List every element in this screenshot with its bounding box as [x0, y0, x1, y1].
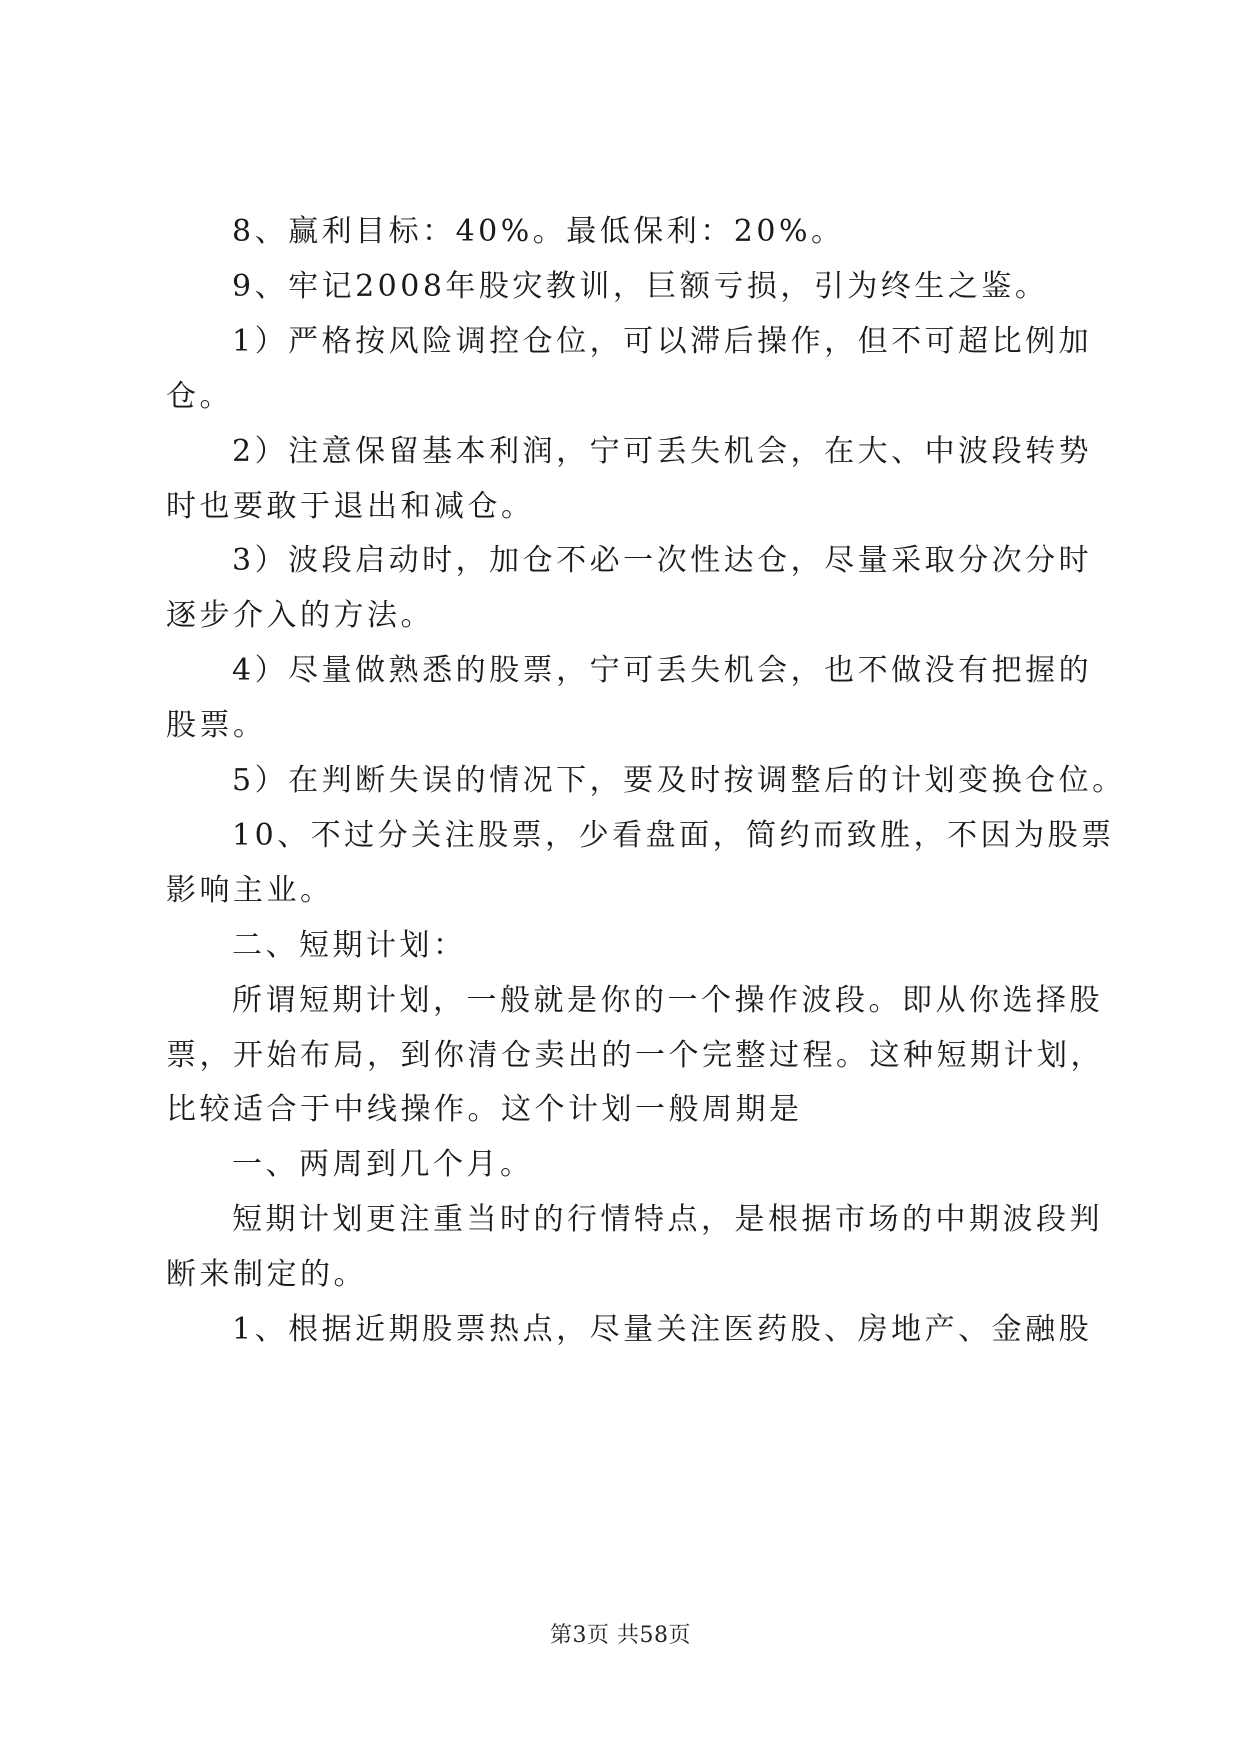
paragraph-line: 1、根据近期股票热点，尽量关注医药股、房地产、金融股 — [232, 1312, 1093, 1347]
paragraph-line: 一、两周到几个月。 — [232, 1147, 534, 1182]
paragraph-line: 影响主业。 — [166, 873, 334, 908]
paragraph-line: 3）波段启动时，加仓不必一次性达仓，尽量采取分次分时 — [232, 543, 1093, 578]
paragraph-line: 1）严格按风险调控仓位，可以滞后操作，但不可超比例加 — [232, 324, 1093, 359]
paragraph-line: 逐步介入的方法。 — [166, 598, 434, 633]
paragraph-line: 9、牢记2008年股灾教训，巨额亏损，引为终生之鉴。 — [232, 269, 1049, 304]
paragraph-line: 短期计划更注重当时的行情特点，是根据市场的中期波段判 — [232, 1202, 1103, 1237]
paragraph-line: 股票。 — [166, 708, 267, 743]
paragraph-line: 8、赢利目标：40%。最低保利：20%。 — [232, 214, 845, 249]
paragraph-line: 仓。 — [166, 379, 233, 414]
paragraph-line: 比较适合于中线操作。这个计划一般周期是 — [166, 1092, 803, 1127]
paragraph-line: 2）注意保留基本利润，宁可丢失机会，在大、中波段转势 — [232, 434, 1093, 469]
paragraph-line: 4）尽量做熟悉的股票，宁可丢失机会，也不做没有把握的 — [232, 653, 1093, 688]
paragraph-line: 5）在判断失误的情况下，要及时按调整后的计划变换仓位。 — [232, 763, 1126, 798]
paragraph-line: 断来制定的。 — [166, 1257, 367, 1292]
section-heading: 二、短期计划： — [232, 928, 467, 963]
paragraph-line: 所谓短期计划，一般就是你的一个操作波段。即从你选择股 — [232, 983, 1103, 1018]
paragraph-line: 票，开始布局，到你清仓卖出的一个完整过程。这种短期计划， — [166, 1038, 1104, 1073]
paragraph-line: 时也要敢于退出和减仓。 — [166, 489, 535, 524]
page-footer: 第3页 共58页 — [550, 1623, 691, 1648]
paragraph-line: 10、不过分关注股票，少看盘面，简约而致胜，不因为股票 — [232, 818, 1115, 853]
